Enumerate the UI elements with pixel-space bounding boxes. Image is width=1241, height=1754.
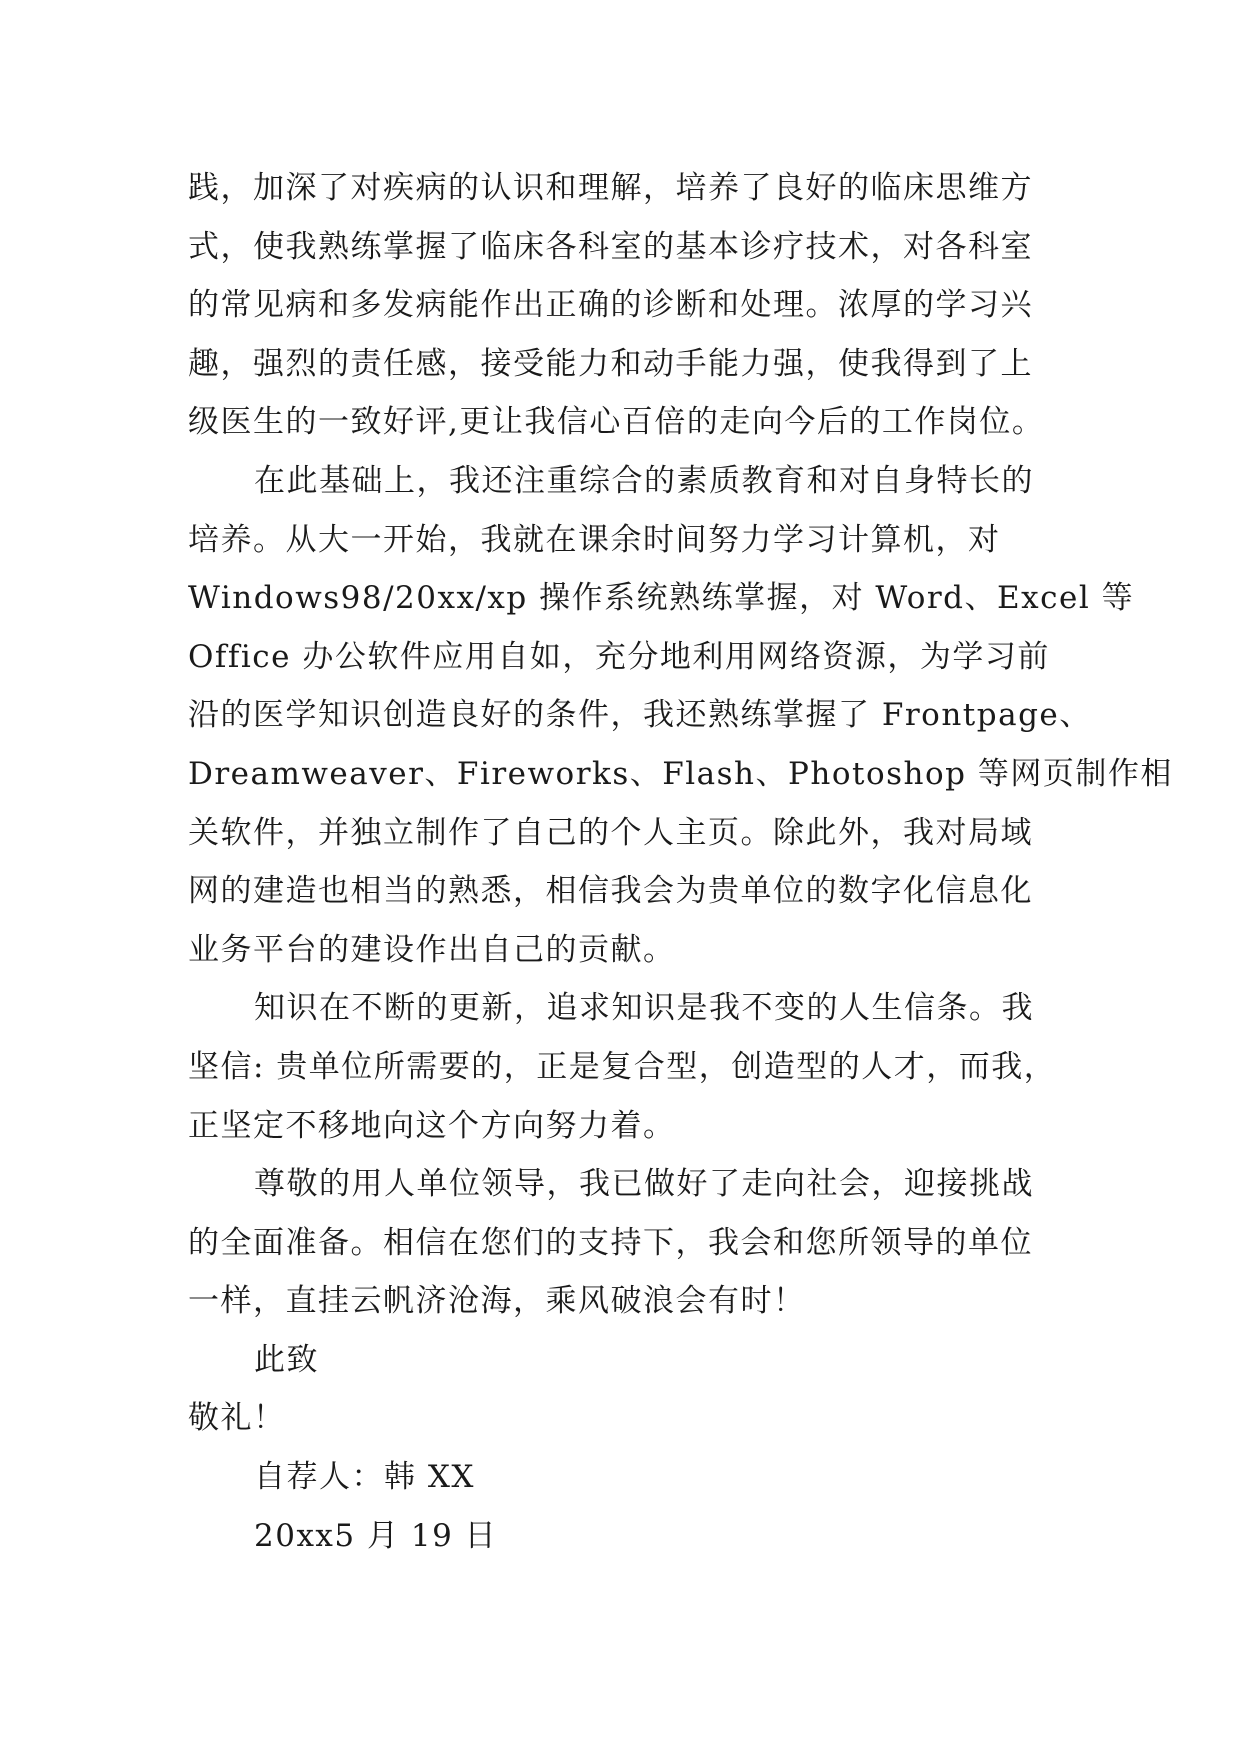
body-line: 的常见病和多发病能作出正确的诊断和处理。浓厚的学习兴 (188, 287, 1033, 324)
closing-regards: 敬礼！ (188, 1400, 286, 1437)
body-line: 沿的医学知识创造良好的条件，我还熟练掌握了 Frontpage、 (188, 697, 1092, 734)
body-line: 的全面准备。相信在您们的支持下，我会和您所领导的单位 (188, 1224, 1033, 1261)
body-line: 式，使我熟练掌握了临床各科室的基本诊疗技术，对各科室 (188, 228, 1033, 265)
body-line: 趣，强烈的责任感，接受能力和动手能力强，使我得到了上 (188, 345, 1033, 382)
letter-body (188, 159, 1173, 1565)
body-line: 培养。从大一开始，我就在课余时间努力学习计算机，对 (188, 521, 1001, 558)
body-line: 坚信: 贵单位所需要的，正是复合型，创造型的人才，而我， (188, 1048, 1057, 1085)
body-line: 践，加深了对疾病的认识和理解，培养了良好的临床思维方 (188, 170, 1033, 206)
body-line: Windows98/20xx/xp 操作系统熟练掌握，对 Word、Excel 等 (188, 580, 1135, 617)
signature-line: 自荐人：韩 XX (254, 1459, 475, 1496)
body-line: 正坚定不移地向这个方向努力着。 (188, 1107, 676, 1144)
closing-salutation: 此致 (254, 1341, 319, 1378)
paragraph-start-line: 知识在不断的更新，追求知识是我不变的人生信条。我 (254, 990, 1034, 1027)
body-line: Office 办公软件应用自如，充分地利用网络资源，为学习前 (188, 638, 1050, 675)
body-line: 业务平台的建设作出自己的贡献。 (188, 931, 676, 968)
body-line: 一样，直挂云帆济沧海，乘风破浪会有时！ (188, 1283, 806, 1320)
body-line: 级医生的一致好评,更让我信心百倍的走向今后的工作岗位。 (188, 404, 1045, 441)
paragraph-start-line: 尊敬的用人单位领导，我已做好了走向社会，迎接挑战 (254, 1166, 1034, 1203)
date-line: 20xx5 月 19 日 (254, 1517, 498, 1554)
paragraph-start-line: 在此基础上，我还注重综合的素质教育和对自身特长的 (254, 462, 1034, 499)
body-line: Dreamweaver、Fireworks、Flash、Photoshop 等网页制作相 (188, 755, 1173, 792)
body-line: 关软件，并独立制作了自己的个人主页。除此外，我对局域 (188, 814, 1033, 851)
body-line: 网的建造也相当的熟悉，相信我会为贵单位的数字化信息化 (188, 873, 1033, 910)
